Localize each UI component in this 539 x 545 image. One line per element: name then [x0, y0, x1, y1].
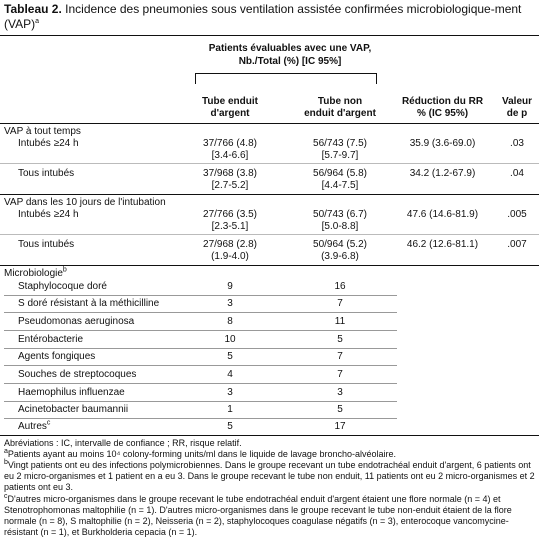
micro-uncoated: 7	[337, 351, 343, 362]
cell-coated: 27/968 (2.8)	[203, 239, 257, 250]
cell-uncoated-ci: [5.0-8.8]	[321, 221, 359, 232]
micro-uncoated: 17	[334, 421, 346, 432]
header-rule	[0, 123, 539, 124]
cell-coated-ci: [2.7-5.2]	[211, 180, 249, 191]
cell-uncoated: 50/964 (5.2)	[313, 239, 367, 250]
cell-p: .007	[507, 239, 527, 250]
micro-divider	[4, 418, 397, 419]
micro-label: Agents fongiques	[18, 351, 96, 362]
micro-divider	[4, 401, 397, 402]
micro-label	[18, 421, 50, 433]
cell-uncoated: 56/743 (7.5)	[313, 138, 367, 149]
micro-title-mark: b	[62, 266, 67, 274]
cell-coated: 27/766 (3.5)	[203, 209, 257, 220]
header-group-label-2: Nb./Total (%) [IC 95%]	[238, 56, 342, 67]
bottom-rule	[0, 435, 539, 436]
footnote-abbrev: Abréviations : IC, intervalle de confiance ; RR, risque relatif.	[4, 438, 242, 448]
header-col-uncoated: Tube non	[317, 96, 363, 107]
row-label: Tous intubés	[18, 239, 75, 250]
cell-coated-ci: [3.4-6.6]	[211, 150, 249, 161]
footnote-a: $^a$Patients ayant au moins 10⁴ colony-forming units/ml dans le liquide de lavage broncho-alvéolaire.	[4, 448, 396, 459]
micro-coated: 8	[227, 316, 233, 327]
table-caption: Incidence des pneumonies sous ventilation assistée confirmées microbiologique-ment (VAP)	[4, 2, 522, 31]
footnote-a-text: Patients ayant au moins 10⁴ colony-forming units/ml dans le liquide de lavage broncho-alvéolaire.	[7, 449, 396, 459]
micro-label: Pseudomonas aeruginosa	[18, 316, 135, 327]
cell-p: .04	[510, 168, 524, 179]
title-footnote-mark: a	[35, 18, 40, 25]
section-rule	[0, 194, 539, 195]
header-col-rr-2: % (IC 95%)	[416, 108, 469, 119]
micro-title	[4, 268, 67, 280]
footnote-b-text: Vingt patients ont eu des infections polymicrobiennes. Dans le groupe recevant un tube endotrachéal enduit d'argent, 6 patients ont eu 2 micro-organismes et 1 patient en a eu 3. Dans le groupe recevant le tube non enduit, 11 patients ont eu 2 micro-organismes et 2 patients ont eu 3.	[4, 460, 535, 492]
micro-coated: 1	[227, 404, 233, 415]
header-col-coated: Tube enduit	[202, 96, 258, 107]
micro-uncoated: 5	[337, 334, 343, 345]
micro-label-mark: c	[46, 419, 51, 427]
micro-label: Haemophilus influenzae	[18, 387, 125, 398]
header-col-uncoated-2: enduit d'argent	[304, 108, 376, 119]
micro-divider	[4, 383, 397, 384]
micro-label: S doré résistant à la méthicilline	[18, 298, 160, 309]
cell-uncoated-ci: [5.7-9.7]	[321, 150, 359, 161]
cell-uncoated-ci: (3.9-6.8)	[321, 251, 359, 262]
cell-rr: 34.2 (1.2-67.9)	[409, 168, 476, 179]
footnote-c: $^c$D'autres micro-organismes dans le groupe recevant le tube endotrachéal enduit d'argent étaient une flore normale (n = 4) et Stenotrophomonas maltophilie (n = 1). D'autres micro-organismes dans le groupe recevant le tube non-enduit étaient de la flore normale (n = 8), S maltophilie (n = 2), Neisseria (n = 2), staphylocoques coagulase négatifs (n = 3), enterocoque vancomycine-résistant (n = 1), et Burkholderia cepacia (n = 1).	[4, 493, 512, 537]
micro-uncoated: 11	[334, 316, 346, 327]
header-col-p-2: de p	[506, 108, 528, 119]
micro-coated: 9	[227, 281, 233, 292]
cell-uncoated: 56/964 (5.8)	[313, 168, 367, 179]
micro-divider	[4, 330, 397, 331]
micro-coated: 10	[224, 334, 236, 345]
cell-coated: 37/968 (3.8)	[203, 168, 257, 179]
cell-coated: 37/766 (4.8)	[203, 138, 257, 149]
row-divider	[0, 163, 539, 164]
micro-coated: 5	[227, 421, 233, 432]
row-divider	[0, 234, 539, 235]
header-bracket	[195, 73, 377, 84]
row-label: Tous intubés	[18, 168, 75, 179]
micro-coated: 4	[227, 369, 233, 380]
cell-rr: 46.2 (12.6-81.1)	[406, 239, 479, 250]
cell-uncoated-ci: [4.4-7.5]	[321, 180, 359, 191]
micro-uncoated: 5	[337, 404, 343, 415]
cell-p: .03	[510, 138, 524, 149]
header-col-coated-2: d'argent	[210, 108, 250, 119]
micro-coated: 3	[227, 387, 233, 398]
micro-uncoated: 7	[337, 369, 343, 380]
cell-rr: 35.9 (3.6-69.0)	[409, 138, 476, 149]
header-group-label: Patients évaluables avec une VAP,	[208, 43, 372, 54]
micro-coated: 5	[227, 351, 233, 362]
table-title	[4, 2, 534, 32]
top-rule	[0, 35, 539, 36]
micro-coated: 3	[227, 298, 233, 309]
section-title: VAP dans les 10 jours de l'intubation	[4, 197, 166, 208]
header-col-rr: Réduction du RR	[401, 96, 484, 107]
cell-uncoated: 50/743 (6.7)	[313, 209, 367, 220]
cell-rr: 47.6 (14.6-81.9)	[406, 209, 479, 220]
micro-label: Entérobacterie	[18, 334, 84, 345]
section-rule	[0, 265, 539, 266]
micro-divider	[4, 295, 397, 296]
section-title: VAP à tout temps	[4, 126, 81, 137]
micro-divider	[4, 348, 397, 349]
cell-coated-ci: (1.9-4.0)	[211, 251, 249, 262]
micro-label: Staphylocoque doré	[18, 281, 107, 292]
row-label: Intubés ≥24 h	[18, 138, 79, 149]
micro-uncoated: 16	[334, 281, 346, 292]
micro-divider	[4, 365, 397, 366]
row-label: Intubés ≥24 h	[18, 209, 79, 220]
micro-title-text: Microbiologie	[4, 268, 63, 279]
cell-coated-ci: [2.3-5.1]	[211, 221, 249, 232]
cell-p: .005	[507, 209, 527, 220]
micro-label-text: Autres	[18, 421, 47, 432]
micro-uncoated: 7	[337, 298, 343, 309]
micro-uncoated: 3	[337, 387, 343, 398]
footnote-c-text: D'autres micro-organismes dans le groupe recevant le tube endotrachéal enduit d'argent étaient une flore normale (n = 4) et Stenotrophomonas maltophilie (n = 1). D'autres micro-organismes dans le groupe recevant le tube non-enduit étaient de la flore normale (n = 8), S maltophilie (n = 2), Neisseria (n = 2), staphylocoques coagulase négatifs (n = 3), enterocoque vancomycine-résistant (n = 1), et Burkholderia cepacia (n = 1).	[4, 494, 512, 537]
micro-label: Acinetobacter baumannii	[18, 404, 129, 415]
table-number: Tableau 2.	[4, 2, 62, 16]
header-col-p: Valeur	[501, 96, 533, 107]
micro-divider	[4, 312, 397, 313]
micro-label: Souches de streptocoques	[18, 369, 137, 380]
footnote-b: $^b$Vingt patients ont eu des infections polymicrobiennes. Dans le groupe recevant un tube endotrachéal enduit d'argent, 6 patients ont eu 2 micro-organismes et 1 patient en a eu 3. Dans le groupe recevant le tube non enduit, 11 patients ont eu 2 micro-organismes et 2 patients ont eu 3.	[4, 459, 535, 492]
